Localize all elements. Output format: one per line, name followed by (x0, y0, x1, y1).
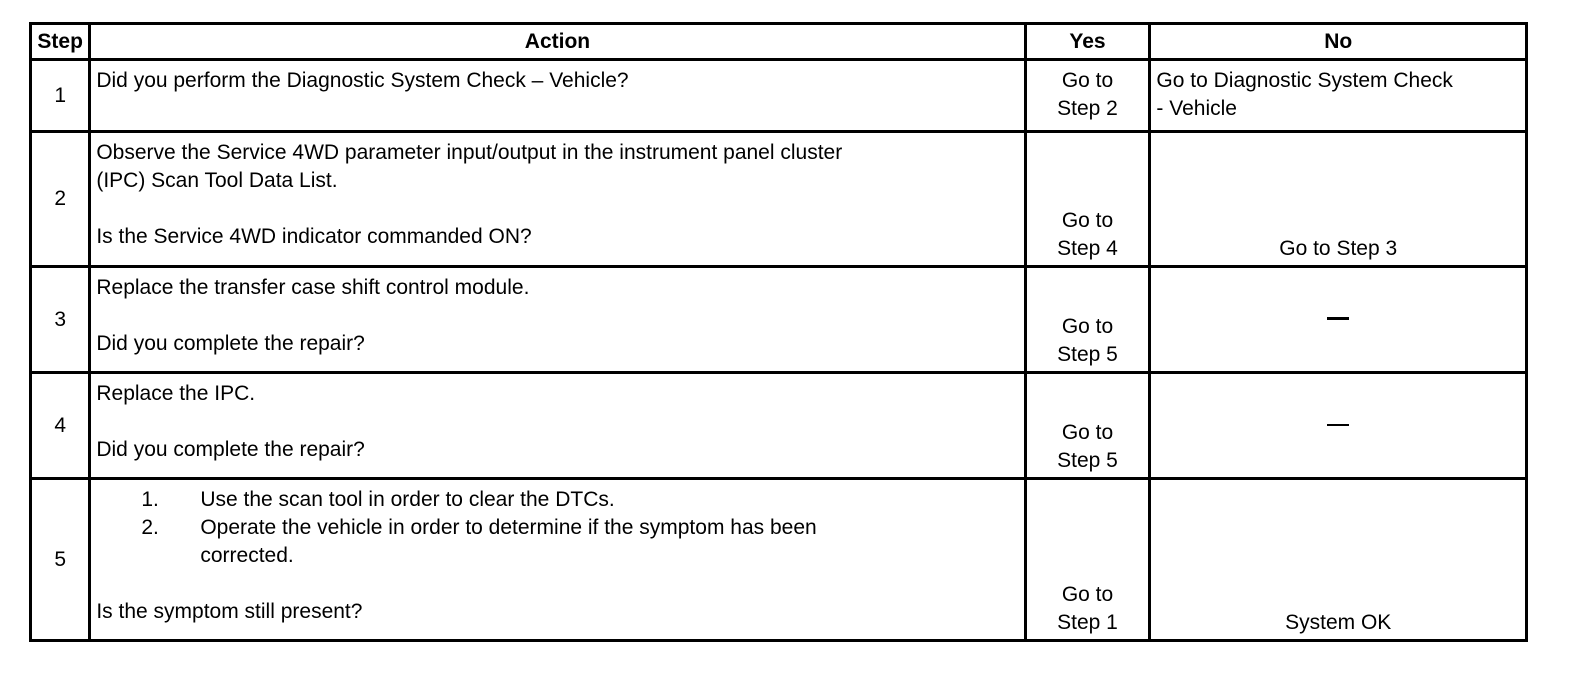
sub-step-text: Use the scan tool in order to clear the DTCs. (200, 488, 615, 511)
no-cell (1150, 373, 1527, 479)
table-row (31, 60, 1527, 132)
action-question: Did you complete the repair? (96, 438, 365, 461)
no-text: Go to Diagnostic System Check (1156, 69, 1453, 92)
yes-text: Go to (1061, 315, 1114, 338)
yes-cell (1025, 60, 1150, 132)
yes-text: Step 1 (1057, 611, 1118, 634)
yes-cell (1025, 132, 1150, 267)
step-number: 5 (31, 479, 90, 641)
yes-text: Go to (1061, 583, 1114, 606)
no-text: System OK (1285, 611, 1392, 634)
action-text: Replace the IPC. (96, 382, 256, 405)
sub-step-list (96, 486, 1018, 570)
sub-step-number: 2. (141, 516, 159, 539)
yes-text: Step 5 (1057, 449, 1118, 472)
step-number: 3 (31, 267, 90, 373)
yes-text: Go to (1061, 209, 1114, 232)
action-cell (90, 60, 1025, 132)
yes-cell (1025, 479, 1150, 641)
action-cell (90, 479, 1025, 641)
header-action: Action (90, 24, 1025, 60)
action-text: Replace the transfer case shift control module. (96, 276, 530, 299)
action-text: Observe the Service 4WD parameter input/output in the instrument panel cluster (96, 141, 843, 164)
table-row (31, 132, 1527, 267)
step-number: 4 (31, 373, 90, 479)
action-question: Is the symptom still present? (96, 600, 363, 623)
action-question: Did you complete the repair? (96, 332, 365, 355)
not-applicable-dash (1327, 317, 1349, 320)
table-row (31, 373, 1527, 479)
action-text: (IPC) Scan Tool Data List. (96, 169, 338, 192)
sub-step-number: 1. (141, 488, 159, 511)
yes-text: Step 2 (1057, 97, 1118, 120)
step-number: 2 (31, 132, 90, 267)
table-row (31, 479, 1527, 641)
yes-text: Step 4 (1057, 237, 1118, 260)
sub-step-text: Operate the vehicle in order to determine if the symptom has been (200, 516, 817, 539)
not-applicable-dash (1327, 424, 1349, 426)
no-cell (1150, 479, 1527, 641)
no-cell (1150, 132, 1527, 267)
action-cell (90, 132, 1025, 267)
sub-step-item (96, 514, 1018, 570)
no-cell (1150, 60, 1527, 132)
action-cell (90, 373, 1025, 479)
header-step: Step (31, 24, 90, 60)
no-text: Go to Step 3 (1279, 237, 1398, 260)
yes-cell (1025, 373, 1150, 479)
no-text: - Vehicle (1156, 97, 1237, 120)
action-cell (90, 267, 1025, 373)
sub-step-text: corrected. (200, 544, 294, 567)
action-text: Did you perform the Diagnostic System Check – Vehicle? (96, 69, 629, 92)
header-no: No (1150, 24, 1527, 60)
step-number: 1 (31, 60, 90, 132)
yes-text: Go to (1061, 421, 1114, 444)
sub-step-item (96, 486, 1018, 514)
no-cell (1150, 267, 1527, 373)
yes-text: Go to (1061, 69, 1114, 92)
table-row (31, 267, 1527, 373)
yes-text: Step 5 (1057, 343, 1118, 366)
table-header-row (31, 24, 1527, 60)
action-question: Is the Service 4WD indicator commanded ON? (96, 225, 532, 248)
yes-cell (1025, 267, 1150, 373)
header-yes: Yes (1025, 24, 1150, 60)
diagnostic-procedure-table (29, 22, 1528, 642)
